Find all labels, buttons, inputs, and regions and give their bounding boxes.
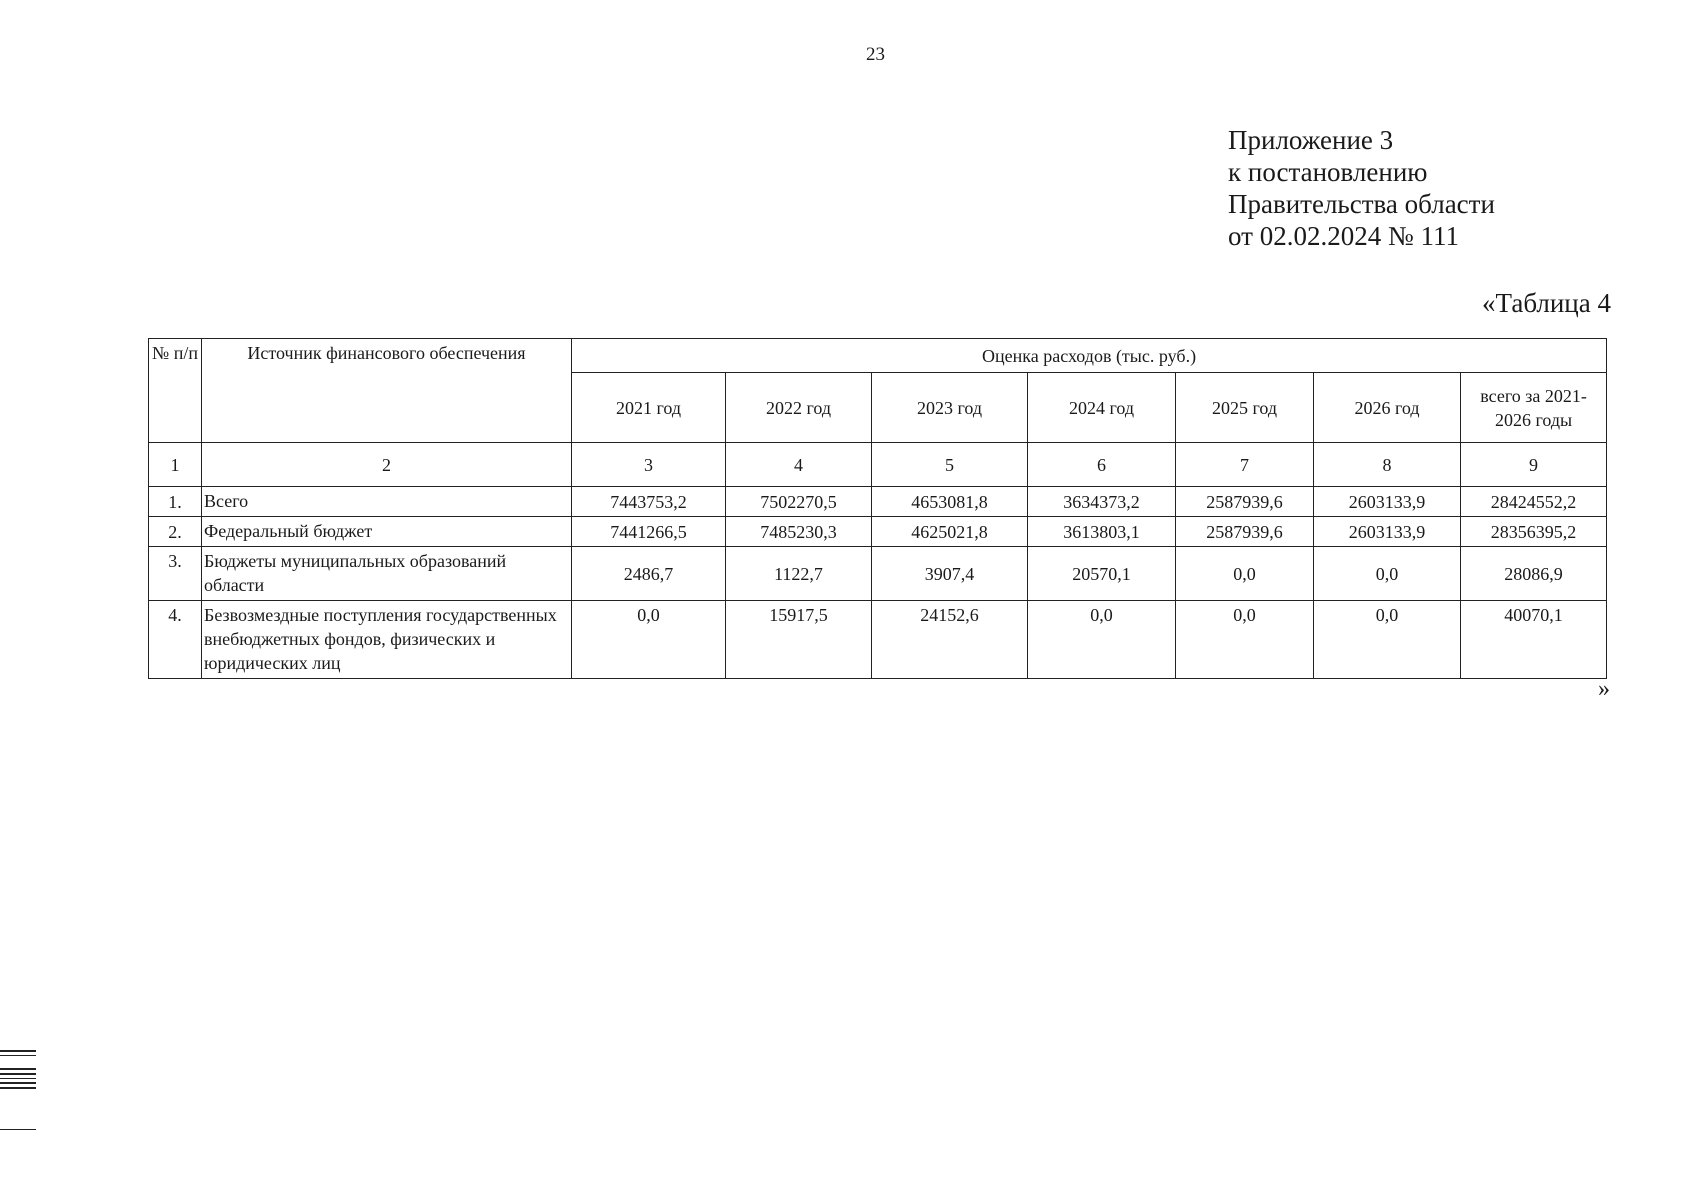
row-value: 24152,6 — [872, 601, 1028, 679]
row-value: 7502270,5 — [726, 487, 872, 517]
column-number: 6 — [1028, 443, 1176, 487]
row-value: 28086,9 — [1461, 547, 1607, 601]
appendix-line-3: Правительства области — [1228, 189, 1495, 219]
row-value: 20570,1 — [1028, 547, 1176, 601]
row-value: 15917,5 — [726, 601, 872, 679]
financing-table — [148, 338, 1607, 679]
table-row — [149, 487, 1607, 517]
row-value: 28424552,2 — [1461, 487, 1607, 517]
row-value: 2603133,9 — [1314, 517, 1461, 547]
table-row — [149, 547, 1607, 601]
row-value: 0,0 — [572, 601, 726, 679]
row-value: 7443753,2 — [572, 487, 726, 517]
header-year: 2023 год — [872, 373, 1028, 443]
row-value: 3907,4 — [872, 547, 1028, 601]
row-value: 40070,1 — [1461, 601, 1607, 679]
column-number: 7 — [1176, 443, 1314, 487]
table-label: «Таблица 4 — [1482, 288, 1611, 318]
header-total: всего за 2021-2026 годы — [1461, 373, 1607, 443]
row-value: 0,0 — [1314, 601, 1461, 679]
header-year: 2024 год — [1028, 373, 1176, 443]
table-row — [149, 517, 1607, 547]
column-number: 1 — [149, 443, 202, 487]
page-number: 23 — [866, 44, 885, 65]
row-value: 0,0 — [1314, 547, 1461, 601]
row-value: 7441266,5 — [572, 517, 726, 547]
header-year: 2025 год — [1176, 373, 1314, 443]
column-number: 3 — [572, 443, 726, 487]
header-number: № п/п — [149, 339, 202, 443]
column-number: 5 — [872, 443, 1028, 487]
closing-quote: » — [1598, 676, 1610, 702]
row-number: 3. — [149, 547, 202, 601]
row-source: Федеральный бюджет — [202, 517, 572, 547]
row-value: 0,0 — [1176, 601, 1314, 679]
row-value: 3634373,2 — [1028, 487, 1176, 517]
row-value: 28356395,2 — [1461, 517, 1607, 547]
column-number: 8 — [1314, 443, 1461, 487]
row-value: 2486,7 — [572, 547, 726, 601]
row-value: 7485230,3 — [726, 517, 872, 547]
header-year: 2026 год — [1314, 373, 1461, 443]
row-value: 0,0 — [1176, 547, 1314, 601]
row-value: 2587939,6 — [1176, 517, 1314, 547]
row-number: 2. — [149, 517, 202, 547]
row-value: 2587939,6 — [1176, 487, 1314, 517]
row-number: 1. — [149, 487, 202, 517]
header-source: Источник финансового обеспечения — [202, 339, 572, 443]
row-value: 4653081,8 — [872, 487, 1028, 517]
row-value: 0,0 — [1028, 601, 1176, 679]
table-row — [149, 601, 1607, 679]
column-number: 9 — [1461, 443, 1607, 487]
row-value: 1122,7 — [726, 547, 872, 601]
row-source: Бюджеты муниципальных образований области — [202, 547, 572, 601]
row-source: Всего — [202, 487, 572, 517]
appendix-line-1: Приложение 3 — [1228, 125, 1394, 155]
header-expense-estimate: Оценка расходов (тыс. руб.) — [572, 339, 1607, 373]
appendix-heading — [1228, 124, 1495, 252]
header-year: 2022 год — [726, 373, 872, 443]
column-number: 2 — [202, 443, 572, 487]
appendix-line-2: к постановлению — [1228, 157, 1428, 187]
header-year: 2021 год — [572, 373, 726, 443]
row-value: 4625021,8 — [872, 517, 1028, 547]
column-number: 4 — [726, 443, 872, 487]
row-source: Безвозмездные поступления государственных внебюджетных фондов, физических и юридических лиц — [202, 601, 572, 679]
row-number: 4. — [149, 601, 202, 679]
row-value: 2603133,9 — [1314, 487, 1461, 517]
row-value: 3613803,1 — [1028, 517, 1176, 547]
scan-barcode-mark — [0, 1050, 36, 1133]
appendix-line-4: от 02.02.2024 № 111 — [1228, 221, 1459, 251]
